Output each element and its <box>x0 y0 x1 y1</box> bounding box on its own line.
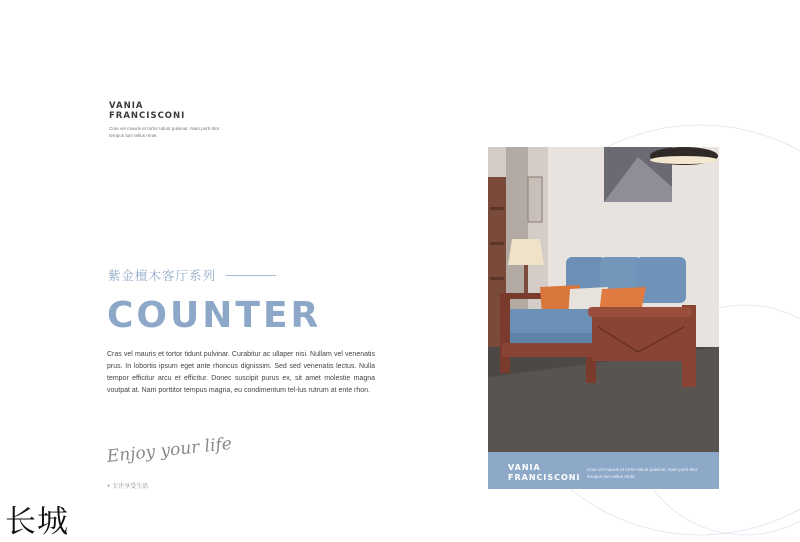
caption-name-line2: FRANCISCONI <box>508 473 581 482</box>
headline: COUNTER <box>107 295 322 336</box>
brand-name-line1: VANIA <box>109 101 144 111</box>
watermark-text: 长城 <box>5 504 69 540</box>
caption-description: Cras vel mauris et tortor tidunt pulvinar. Nam porti-titor tempus tum tellus rsnte. <box>587 467 698 479</box>
series-title-row <box>108 266 276 284</box>
sofa-photo <box>488 147 719 452</box>
series-divider <box>226 275 276 276</box>
photo-caption-bar <box>488 452 719 489</box>
brand-name-line2: FRANCISCONI <box>109 111 186 121</box>
body-paragraph: Cras vel mauris et tortor tidunt pulvinar. Curabitur ac ullaper nisi. Nullam vel venenatis prus. In lobortis ipsum eget ante rhoncus dignissim. Sed sed venenatis lectus. Nulla tempor efficitur arcu et efficitur. Donec suscipit purus ex, sit amet molestie magna voutpat at. Nam porttitor tempus magna, eu condimentum tel-lus rutrum at ente rhon. <box>107 351 375 394</box>
brand-block <box>109 101 229 139</box>
tagline: + 专注享受生活 <box>107 484 149 490</box>
signature-script: Enjoy your life <box>105 433 233 467</box>
caption-name-line1: VANIA <box>508 463 541 472</box>
series-title: 紫金檀木客厅系列 <box>108 268 217 283</box>
brand-description: Cras vel mauris et tortor tidunt pulvinar. Nam porti-titor tempus tum tellus rsnte. <box>109 126 220 138</box>
